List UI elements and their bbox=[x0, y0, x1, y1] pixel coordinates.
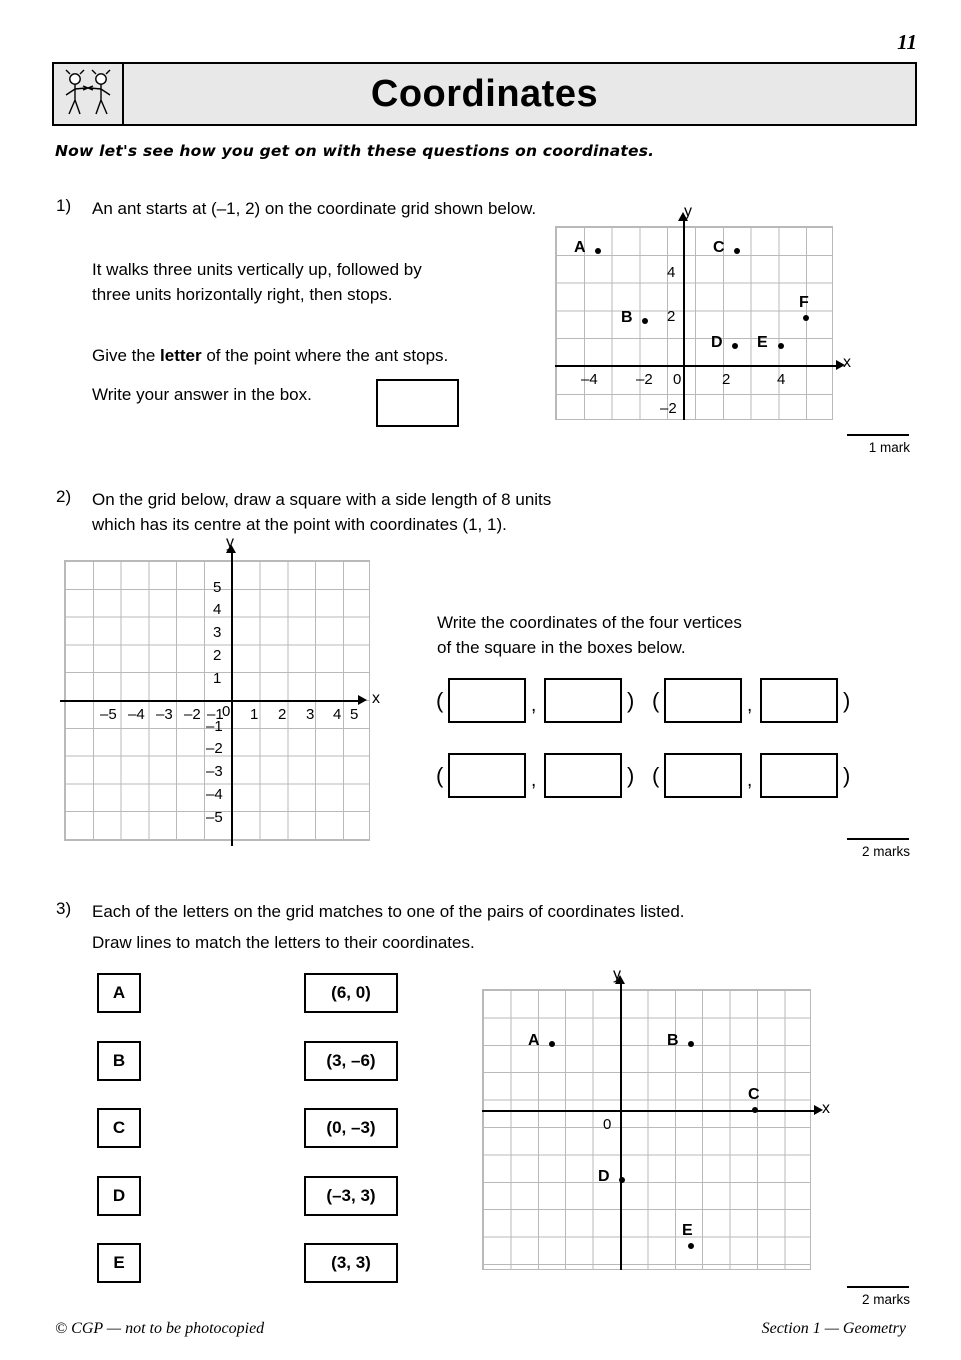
q2-paren-open-1: ( bbox=[436, 688, 444, 713]
q3-letter-box-E[interactable]: E bbox=[97, 1243, 141, 1283]
q2-x-tick-4: 4 bbox=[333, 706, 342, 723]
q3-coord-box-5[interactable]: (3, 3) bbox=[304, 1243, 398, 1283]
q1-line3-bold: letter bbox=[160, 346, 202, 365]
q1-line3-post: of the point where the ant stops. bbox=[201, 346, 449, 365]
q1-point-label-E: E bbox=[757, 334, 768, 351]
q3-y-axis-label: y bbox=[613, 966, 621, 983]
q2-y-tick-4: 4 bbox=[213, 601, 222, 618]
q2-number: 2) bbox=[56, 487, 72, 506]
q2-x-tick--5: –5 bbox=[100, 706, 117, 723]
q3-marks: 2 marks bbox=[861, 1292, 910, 1307]
q1-marks-rule bbox=[847, 434, 909, 436]
q2-line1: On the grid below, draw a square with a side length of 8 units bbox=[92, 490, 552, 509]
q1-point-C bbox=[734, 248, 740, 254]
q2-paren-open-3: ( bbox=[436, 763, 444, 788]
q3-letter-box-A[interactable]: A bbox=[97, 973, 141, 1013]
q1-x-tick-0: 0 bbox=[673, 371, 682, 388]
q1-line3-pre: Give the bbox=[92, 346, 161, 365]
q2-answer-2-y[interactable] bbox=[760, 678, 838, 723]
q1-point-D bbox=[732, 343, 738, 349]
intro-text: Now let's see how you get on with these questions on coordinates. bbox=[55, 142, 655, 160]
q2-answer-4-y[interactable] bbox=[760, 753, 838, 798]
q3-line1: Each of the letters on the grid matches to one of the pairs of coordinates listed. bbox=[92, 902, 685, 921]
q3-line2: Draw lines to match the letters to their coordinates. bbox=[92, 933, 475, 952]
q2-x-tick--3: –3 bbox=[156, 706, 173, 723]
q1-line4: Write your answer in the box. bbox=[92, 385, 312, 404]
q1-point-F bbox=[803, 315, 809, 321]
q1-answer-box[interactable] bbox=[376, 379, 459, 427]
q2-x-arrow-icon bbox=[358, 695, 367, 705]
q2-x-tick-0: 0 bbox=[222, 703, 231, 720]
q3-coord-box-2[interactable]: (3, –6) bbox=[304, 1041, 398, 1081]
q3-point-label-A: A bbox=[528, 1032, 540, 1049]
q1-y-axis-label: y bbox=[684, 203, 692, 220]
q3-marks-rule bbox=[847, 1286, 909, 1288]
q2-paren-close-4: ) bbox=[843, 763, 851, 788]
q1-point-label-C: C bbox=[713, 239, 725, 256]
q3-x-axis bbox=[482, 1110, 816, 1112]
q2-y-tick--3: –3 bbox=[206, 763, 223, 780]
q2-paren-close-2: ) bbox=[843, 688, 851, 713]
q3-point-D bbox=[619, 1177, 625, 1183]
q1-point-E bbox=[778, 343, 784, 349]
q2-x-tick-1: 1 bbox=[250, 706, 259, 723]
q2-y-tick-1: 1 bbox=[213, 670, 222, 687]
q2-y-tick-2: 2 bbox=[213, 647, 222, 664]
q2-x-tick--2: –2 bbox=[184, 706, 201, 723]
q1-number: 1) bbox=[56, 196, 72, 215]
q2-comma-2: , bbox=[747, 695, 753, 716]
q2-prompt-line2: of the square in the boxes below. bbox=[437, 638, 686, 657]
q2-answer-1-x[interactable] bbox=[448, 678, 526, 723]
q2-y-axis-label: y bbox=[226, 534, 234, 551]
q3-number: 3) bbox=[56, 899, 72, 918]
q2-paren-close-1: ) bbox=[627, 688, 635, 713]
q1-point-A bbox=[595, 248, 601, 254]
q3-letter-box-B[interactable]: B bbox=[97, 1041, 141, 1081]
q1-y-tick--2: –2 bbox=[660, 400, 677, 417]
q3-point-label-B: B bbox=[667, 1032, 679, 1049]
q3-point-label-D: D bbox=[598, 1168, 610, 1185]
page-title-bar bbox=[52, 62, 917, 126]
q2-paren-close-3: ) bbox=[627, 763, 635, 788]
page-title: Coordinates bbox=[370, 72, 599, 115]
q2-y-axis bbox=[231, 553, 233, 846]
q1-line2b: three units horizontally right, then stops. bbox=[92, 285, 393, 304]
q3-point-label-E: E bbox=[682, 1222, 693, 1239]
q1-x-tick-4: 4 bbox=[777, 371, 786, 388]
q2-comma-1: , bbox=[531, 695, 537, 716]
q3-coord-box-3[interactable]: (0, –3) bbox=[304, 1108, 398, 1148]
q3-origin-label: 0 bbox=[603, 1116, 612, 1133]
q2-comma-4: , bbox=[747, 770, 753, 791]
q2-x-axis-label: x bbox=[372, 690, 380, 707]
q2-paren-open-2: ( bbox=[652, 688, 660, 713]
q1-point-label-A: A bbox=[574, 239, 586, 256]
q3-y-axis bbox=[620, 984, 622, 1270]
q3-point-B bbox=[688, 1041, 694, 1047]
q3-point-A bbox=[549, 1041, 555, 1047]
q2-x-tick--1: –1 bbox=[207, 706, 224, 723]
q2-y-tick-3: 3 bbox=[213, 624, 222, 641]
q1-x-tick-2: 2 bbox=[722, 371, 731, 388]
q3-letter-box-C[interactable]: C bbox=[97, 1108, 141, 1148]
page-number: 11 bbox=[897, 30, 917, 54]
q1-grid bbox=[555, 226, 833, 420]
q2-y-tick--1: –1 bbox=[206, 718, 223, 735]
q1-y-axis bbox=[683, 221, 685, 420]
q2-answer-3-y[interactable] bbox=[544, 753, 622, 798]
q1-y-tick-4: 4 bbox=[667, 264, 676, 281]
q3-point-E bbox=[688, 1243, 694, 1249]
q1-x-tick--2: –2 bbox=[636, 371, 653, 388]
q3-point-C bbox=[752, 1107, 758, 1113]
q2-answer-3-x[interactable] bbox=[448, 753, 526, 798]
q1-line2a: It walks three units vertically up, followed by bbox=[92, 260, 422, 279]
q2-x-tick--4: –4 bbox=[128, 706, 145, 723]
q1-x-axis bbox=[555, 365, 838, 367]
q2-y-tick--2: –2 bbox=[206, 740, 223, 757]
q2-paren-open-4: ( bbox=[652, 763, 660, 788]
q1-y-tick-2: 2 bbox=[667, 308, 676, 325]
q2-x-tick-5: 5 bbox=[350, 706, 359, 723]
q3-coord-box-4[interactable]: (–3, 3) bbox=[304, 1176, 398, 1216]
q3-coord-box-1[interactable]: (6, 0) bbox=[304, 973, 398, 1013]
q2-y-tick-5: 5 bbox=[213, 579, 222, 596]
q2-x-axis bbox=[60, 700, 360, 702]
q2-x-tick-2: 2 bbox=[278, 706, 287, 723]
q2-prompt-line1: Write the coordinates of the four vertices bbox=[437, 613, 742, 632]
q2-answer-1-y[interactable] bbox=[544, 678, 622, 723]
q2-y-tick--5: –5 bbox=[206, 809, 223, 826]
q2-answer-2-x[interactable] bbox=[664, 678, 742, 723]
q1-point-label-F: F bbox=[799, 294, 809, 311]
footer-copyright: © CGP — not to be photocopied bbox=[55, 1320, 265, 1337]
q2-answer-4-x[interactable] bbox=[664, 753, 742, 798]
q2-marks: 2 marks bbox=[861, 844, 910, 859]
q2-line2: which has its centre at the point with coordinates (1, 1). bbox=[92, 515, 507, 534]
q1-marks: 1 mark bbox=[868, 440, 910, 455]
q1-line1: An ant starts at (–1, 2) on the coordinate grid shown below. bbox=[92, 199, 537, 218]
q1-line3 bbox=[92, 343, 552, 368]
q2-y-tick--4: –4 bbox=[206, 786, 223, 803]
footer-section: Section 1 — Geometry bbox=[761, 1320, 906, 1337]
q2-x-tick-3: 3 bbox=[306, 706, 315, 723]
q3-point-label-C: C bbox=[748, 1086, 760, 1103]
q2-marks-rule bbox=[847, 838, 909, 840]
q3-letter-box-D[interactable]: D bbox=[97, 1176, 141, 1216]
q2-comma-3: , bbox=[531, 770, 537, 791]
q3-x-axis-label: x bbox=[822, 1100, 830, 1117]
q1-point-B bbox=[642, 318, 648, 324]
q1-x-tick--4: –4 bbox=[581, 371, 598, 388]
q1-x-axis-label: x bbox=[843, 354, 851, 371]
q1-point-label-B: B bbox=[621, 309, 633, 326]
q1-point-label-D: D bbox=[711, 334, 723, 351]
